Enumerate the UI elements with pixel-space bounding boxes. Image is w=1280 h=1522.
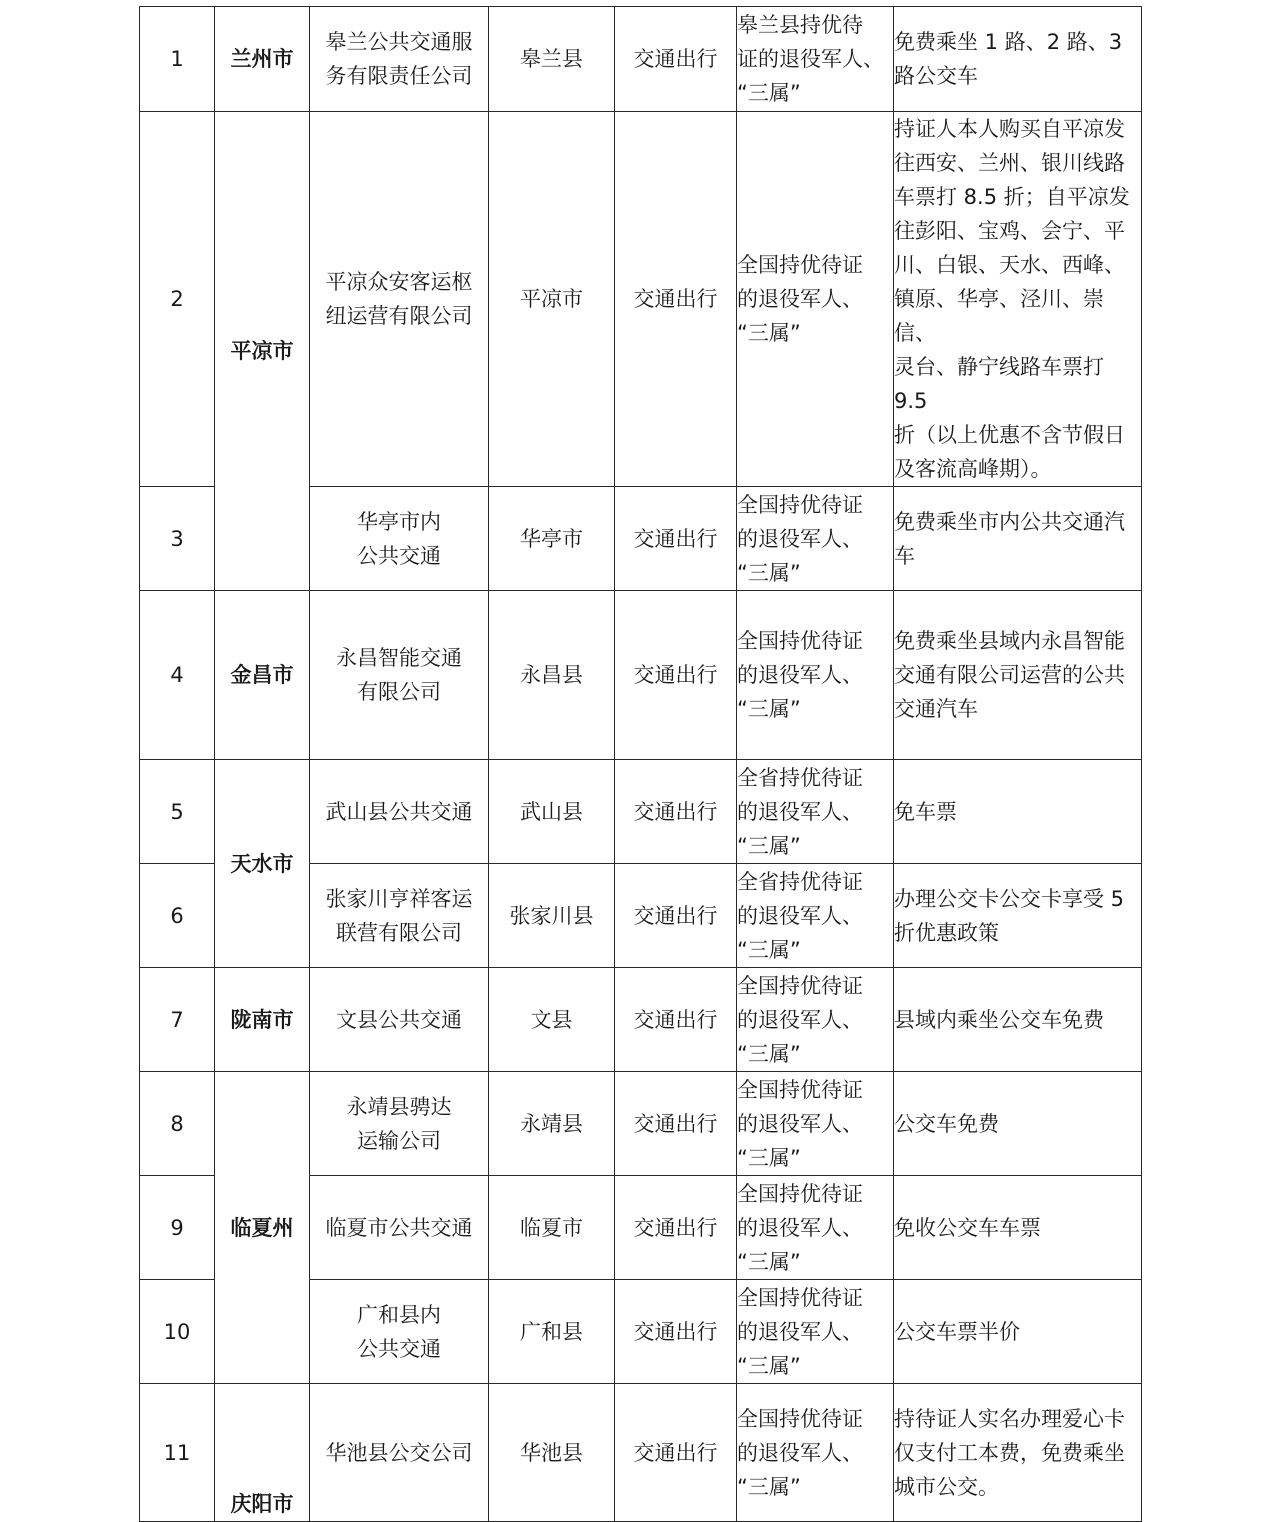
benefit-content: 免收公交车车票 [894, 1176, 1142, 1280]
city-name: 金昌市 [215, 591, 310, 760]
service-area: 张家川县 [489, 864, 615, 968]
benefit-category: 交通出行 [615, 968, 737, 1072]
city-name: 陇南市 [215, 968, 310, 1072]
organization-name: 广和县内 公共交通 [310, 1280, 489, 1384]
eligible-group: 全国持优待证 的退役军人、 “三属” [737, 1176, 894, 1280]
row-number: 4 [140, 591, 215, 760]
organization-name: 文县公共交通 [310, 968, 489, 1072]
benefit-content: 免费乘坐市内公共交通汽 车 [894, 487, 1142, 591]
benefit-content: 免费乘坐县域内永昌智能 交通有限公司运营的公共 交通汽车 [894, 591, 1142, 760]
benefit-category: 交通出行 [615, 760, 737, 864]
benefit-content: 免费乘坐 1 路、2 路、3 路公交车 [894, 7, 1142, 112]
eligible-group: 全省持优待证 的退役军人、 “三属” [737, 864, 894, 968]
table-row [140, 1072, 1142, 1176]
table-row [140, 760, 1142, 864]
eligible-group: 全省持优待证 的退役军人、 “三属” [737, 760, 894, 864]
service-area: 华亭市 [489, 487, 615, 591]
benefit-category: 交通出行 [615, 1176, 737, 1280]
service-area: 文县 [489, 968, 615, 1072]
row-number: 3 [140, 487, 215, 591]
city-name: 平凉市 [215, 112, 310, 591]
row-number: 8 [140, 1072, 215, 1176]
eligible-group: 全国持优待证 的退役军人、 “三属” [737, 1072, 894, 1176]
benefit-content: 县域内乘坐公交车免费 [894, 968, 1142, 1072]
benefit-content: 免车票 [894, 760, 1142, 864]
benefit-category: 交通出行 [615, 112, 737, 487]
eligible-group: 全国持优待证 的退役军人、 “三属” [737, 591, 894, 760]
benefit-category: 交通出行 [615, 864, 737, 968]
benefits-table [139, 6, 1142, 1522]
benefit-category: 交通出行 [615, 7, 737, 112]
city-name: 兰州市 [215, 7, 310, 112]
organization-name: 华亭市内 公共交通 [310, 487, 489, 591]
eligible-group: 全国持优待证 的退役军人、 “三属” [737, 487, 894, 591]
row-number: 7 [140, 968, 215, 1072]
eligible-group: 全国持优待证 的退役军人、 “三属” [737, 968, 894, 1072]
eligible-group: 全国持优待证 的退役军人、 “三属” [737, 1280, 894, 1384]
benefit-content: 持待证人实名办理爱心卡 仅支付工本费，免费乘坐 城市公交。 [894, 1384, 1142, 1522]
table-row [140, 591, 1142, 760]
service-area: 平凉市 [489, 112, 615, 487]
table-row [140, 7, 1142, 112]
benefit-category: 交通出行 [615, 487, 737, 591]
row-number: 10 [140, 1280, 215, 1384]
organization-name: 皋兰公共交通服 务有限责任公司 [310, 7, 489, 112]
organization-name: 临夏市公共交通 [310, 1176, 489, 1280]
table-row [140, 1384, 1142, 1522]
city-name: 庆阳市 [215, 1384, 310, 1522]
row-number: 6 [140, 864, 215, 968]
organization-name: 永昌智能交通 有限公司 [310, 591, 489, 760]
benefit-content: 办理公交卡公交卡享受 5 折优惠政策 [894, 864, 1142, 968]
service-area: 广和县 [489, 1280, 615, 1384]
service-area: 皋兰县 [489, 7, 615, 112]
benefit-category: 交通出行 [615, 1072, 737, 1176]
benefit-content: 公交车免费 [894, 1072, 1142, 1176]
benefit-content: 公交车票半价 [894, 1280, 1142, 1384]
table-row [140, 112, 1142, 487]
organization-name: 武山县公共交通 [310, 760, 489, 864]
benefit-category: 交通出行 [615, 591, 737, 760]
organization-name: 张家川亨祥客运 联营有限公司 [310, 864, 489, 968]
city-name: 临夏州 [215, 1072, 310, 1384]
table-row [140, 968, 1142, 1072]
row-number: 2 [140, 112, 215, 487]
service-area: 华池县 [489, 1384, 615, 1522]
service-area: 永昌县 [489, 591, 615, 760]
benefit-category: 交通出行 [615, 1280, 737, 1384]
row-number: 5 [140, 760, 215, 864]
benefit-category: 交通出行 [615, 1384, 737, 1522]
organization-name: 永靖县骋达 运输公司 [310, 1072, 489, 1176]
service-area: 临夏市 [489, 1176, 615, 1280]
eligible-group: 全国持优待证 的退役军人、 “三属” [737, 1384, 894, 1522]
service-area: 武山县 [489, 760, 615, 864]
row-number: 11 [140, 1384, 215, 1522]
organization-name: 华池县公交公司 [310, 1384, 489, 1522]
eligible-group: 皋兰县持优待 证的退役军人、 “三属” [737, 7, 894, 112]
benefit-content: 持证人本人购买自平凉发 往西安、兰州、银川线路 车票打 8.5 折；自平凉发 往彭阳、宝鸡、会宁、平 川、白银、天水、西峰、 镇原、华亭、泾川、崇信、 灵台、静宁线路车票打 9.5 折（以上优惠不含节假日 及客流高峰期）。 [894, 112, 1142, 487]
city-name: 天水市 [215, 760, 310, 968]
row-number: 9 [140, 1176, 215, 1280]
organization-name: 平凉众安客运枢 纽运营有限公司 [310, 112, 489, 487]
service-area: 永靖县 [489, 1072, 615, 1176]
eligible-group: 全国持优待证 的退役军人、 “三属” [737, 112, 894, 487]
row-number: 1 [140, 7, 215, 112]
